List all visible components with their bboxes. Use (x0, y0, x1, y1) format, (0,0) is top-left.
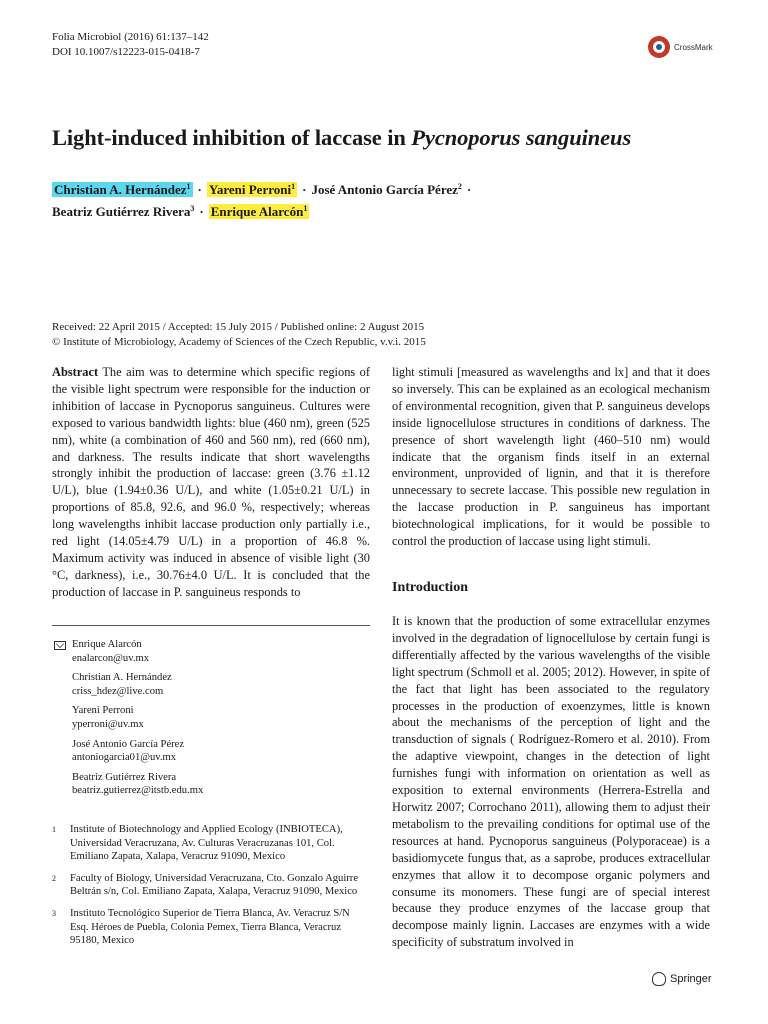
copyright-line: © Institute of Microbiology, Academy of Sciences of the Czech Republic, v.v.i. 2015 (52, 336, 426, 348)
contact-email[interactable]: beatriz.gutierrez@itstb.edu.mx (72, 785, 204, 797)
title-species: Pycnoporus sanguineus (411, 125, 632, 150)
author-2[interactable]: Yareni Perroni$^1$ (208, 182, 296, 197)
publication-dates (52, 320, 426, 350)
contact-item: Enrique Alarcón enalarcon@uv.mx (52, 638, 370, 665)
contact-email[interactable]: enalarcon@uv.mx (72, 652, 150, 664)
abstract-label: Abstract (52, 365, 99, 379)
contact-list (52, 638, 370, 804)
author-4[interactable]: Beatriz Gutiérrez Rivera$^3$ (52, 204, 195, 219)
abstract-continued: light stimuli [measured as wavelengths and lx] and that it does so inversely. This can be explained as an ecological mechanism of environmental recognition, given that P. sanguineus develops inside lignocellulose structures in conditions of darkness. The presence of short wavelength light (460–510 nm) would indicate that the organism finds itself in an external environment, unprovided of lignin, and that it is therefore unnecessary to secrete laccase. This possible new regulation in the laccase production in P. sanguineus has important biotechnological implications, for it would be possible to control the production of laccase using light stimuli. (392, 365, 710, 549)
author-list: Christian A. Hernández$^1$ · Yareni Perroni$^1$ · José Antonio García Pérez$^2$ · Beatriz Gutiérrez Rivera$^3$ · Enrique Alarcón$^1$ (52, 182, 472, 219)
divider (52, 625, 370, 626)
crossmark-badge[interactable] (648, 36, 713, 58)
title-main: Light-induced inhibition of laccase in (52, 125, 412, 150)
springer-horse-icon (652, 972, 666, 986)
contact-item: Beatriz Gutiérrez Rivera beatriz.gutierrez@itstb.edu.mx (52, 771, 370, 798)
crossmark-icon (648, 36, 670, 58)
contact-item: Yareni Perroni yperroni@uv.mx (52, 704, 370, 731)
publisher-name: Springer (670, 973, 712, 985)
author-5[interactable]: Enrique Alarcón$^1$ (210, 204, 308, 219)
paper-title (52, 125, 631, 151)
contact-email[interactable]: antoniogarcia01@uv.mx (72, 752, 177, 764)
author-3[interactable]: José Antonio García Pérez$^2$ (311, 182, 462, 197)
contact-email[interactable]: yperroni@uv.mx (72, 718, 144, 730)
publisher-logo (652, 972, 712, 986)
dates-line: Received: 22 April 2015 / Accepted: 15 July 2015 / Published online: 2 August 2015 (52, 321, 425, 333)
affiliation-item: 3 Instituto Tecnológico Superior de Tierra Blanca, Av. Veracruz S/N Esq. Héroes de Puebla, Colonia Pemex, Tierra Blanca, Veracruz 95180, Mexico (52, 907, 350, 947)
journal-citation: Folia Microbiol (2016) 61:137–142 (52, 31, 209, 43)
doi[interactable]: DOI 10.1007/s12223-015-0418-7 (52, 46, 200, 58)
affiliations (52, 823, 370, 956)
contact-item: Christian A. Hernández criss_hdez@live.com (52, 671, 370, 698)
author-1[interactable]: Christian A. Hernández$^1$ (54, 182, 191, 197)
contact-item: José Antonio García Pérez antoniogarcia01@uv.mx (52, 738, 370, 765)
introduction-paragraph: It is known that the production of some extracellular enzymes involved in the degradation of lignocellulose by certain fungi is differentially affected by the various wavelengths of the visible light spectrum (Schmoll et al. 2005; 2012). However, in spite of the fact that light has been associated to the regulatory processes in the production of exoenzymes, little is known about the mechanisms of the perception of light and the transduction of signals ( Rodríguez-Romero et al. 2010). From the adaptive viewpoint, changes in the detection of light furnishes fungi with information on orientation as well as exposition to external environments (Herrera-Estrella and Horwitz 2007; Corrochano 2011), allowing them to adjust their metabolism to the prevailing conditions for optimal use of the resources at hand. Pycnoporus sanguineus (Polyporaceae) is a basidiomycete fungus that, as a saprobe, produces extracellular enzymes that allow it to decompose organic polymers and consume its monomers. These fungi are of special interest because they produce enzymes of the laccase group that decompose mainly lignin. Laccases are enzymes with a wide specificity of substratum involved in (392, 614, 710, 950)
affiliation-item: 2 Faculty of Biology, Universidad Veracruzana, Cto. Gonzalo Aguirre Beltrán s/n, Col. Emiliano Zapata, Xalapa, Veracruz 91090, Mexico (52, 872, 359, 898)
section-heading-introduction: Introduction (392, 580, 468, 595)
affiliation-item: 1 Institute of Biotechnology and Applied Ecology (INBIOTECA), Universidad Veracruzana, Av. Culturas Veracruzanas 101, Col. Emiliano Zapata, Xalapa, Veracruz 91090, Mexico (52, 824, 343, 863)
crossmark-label: CrossMark (674, 42, 713, 52)
abstract-text: The aim was to determine which specific regions of the visible light spectrum were responsible for the induction or inhibition of laccase in Pycnoporus sanguineus. Cultures were exposed to various bandwidth lights: blue (460 nm), green (525 nm), white (a combination of 460 and 560 nm), red (660 nm), and darkness. The results indicate that short wavelengths strongly inhibit the production of laccase: green (3.76 ±1.12 U/L), blue (1.94±0.36 U/L), and white (1.05±0.21 U/L) in proportions of 85.8, 92.6, and 96.0 %, respectively; whereas long wavelengths inhibit laccase production only partially i.e., red light (14.05±4.79 U/L) in a proportion of 46.8 %. Maximum activity was induced in absence of visible light (30 °C, darkness), i.e., 30.76±4.0 U/L. It is concluded that the production of laccase in P. sanguineus responds to (52, 365, 370, 599)
abstract (52, 364, 370, 601)
envelope-icon (54, 641, 66, 650)
journal-info (52, 30, 209, 60)
contact-email[interactable]: criss_hdez@live.com (72, 685, 164, 697)
